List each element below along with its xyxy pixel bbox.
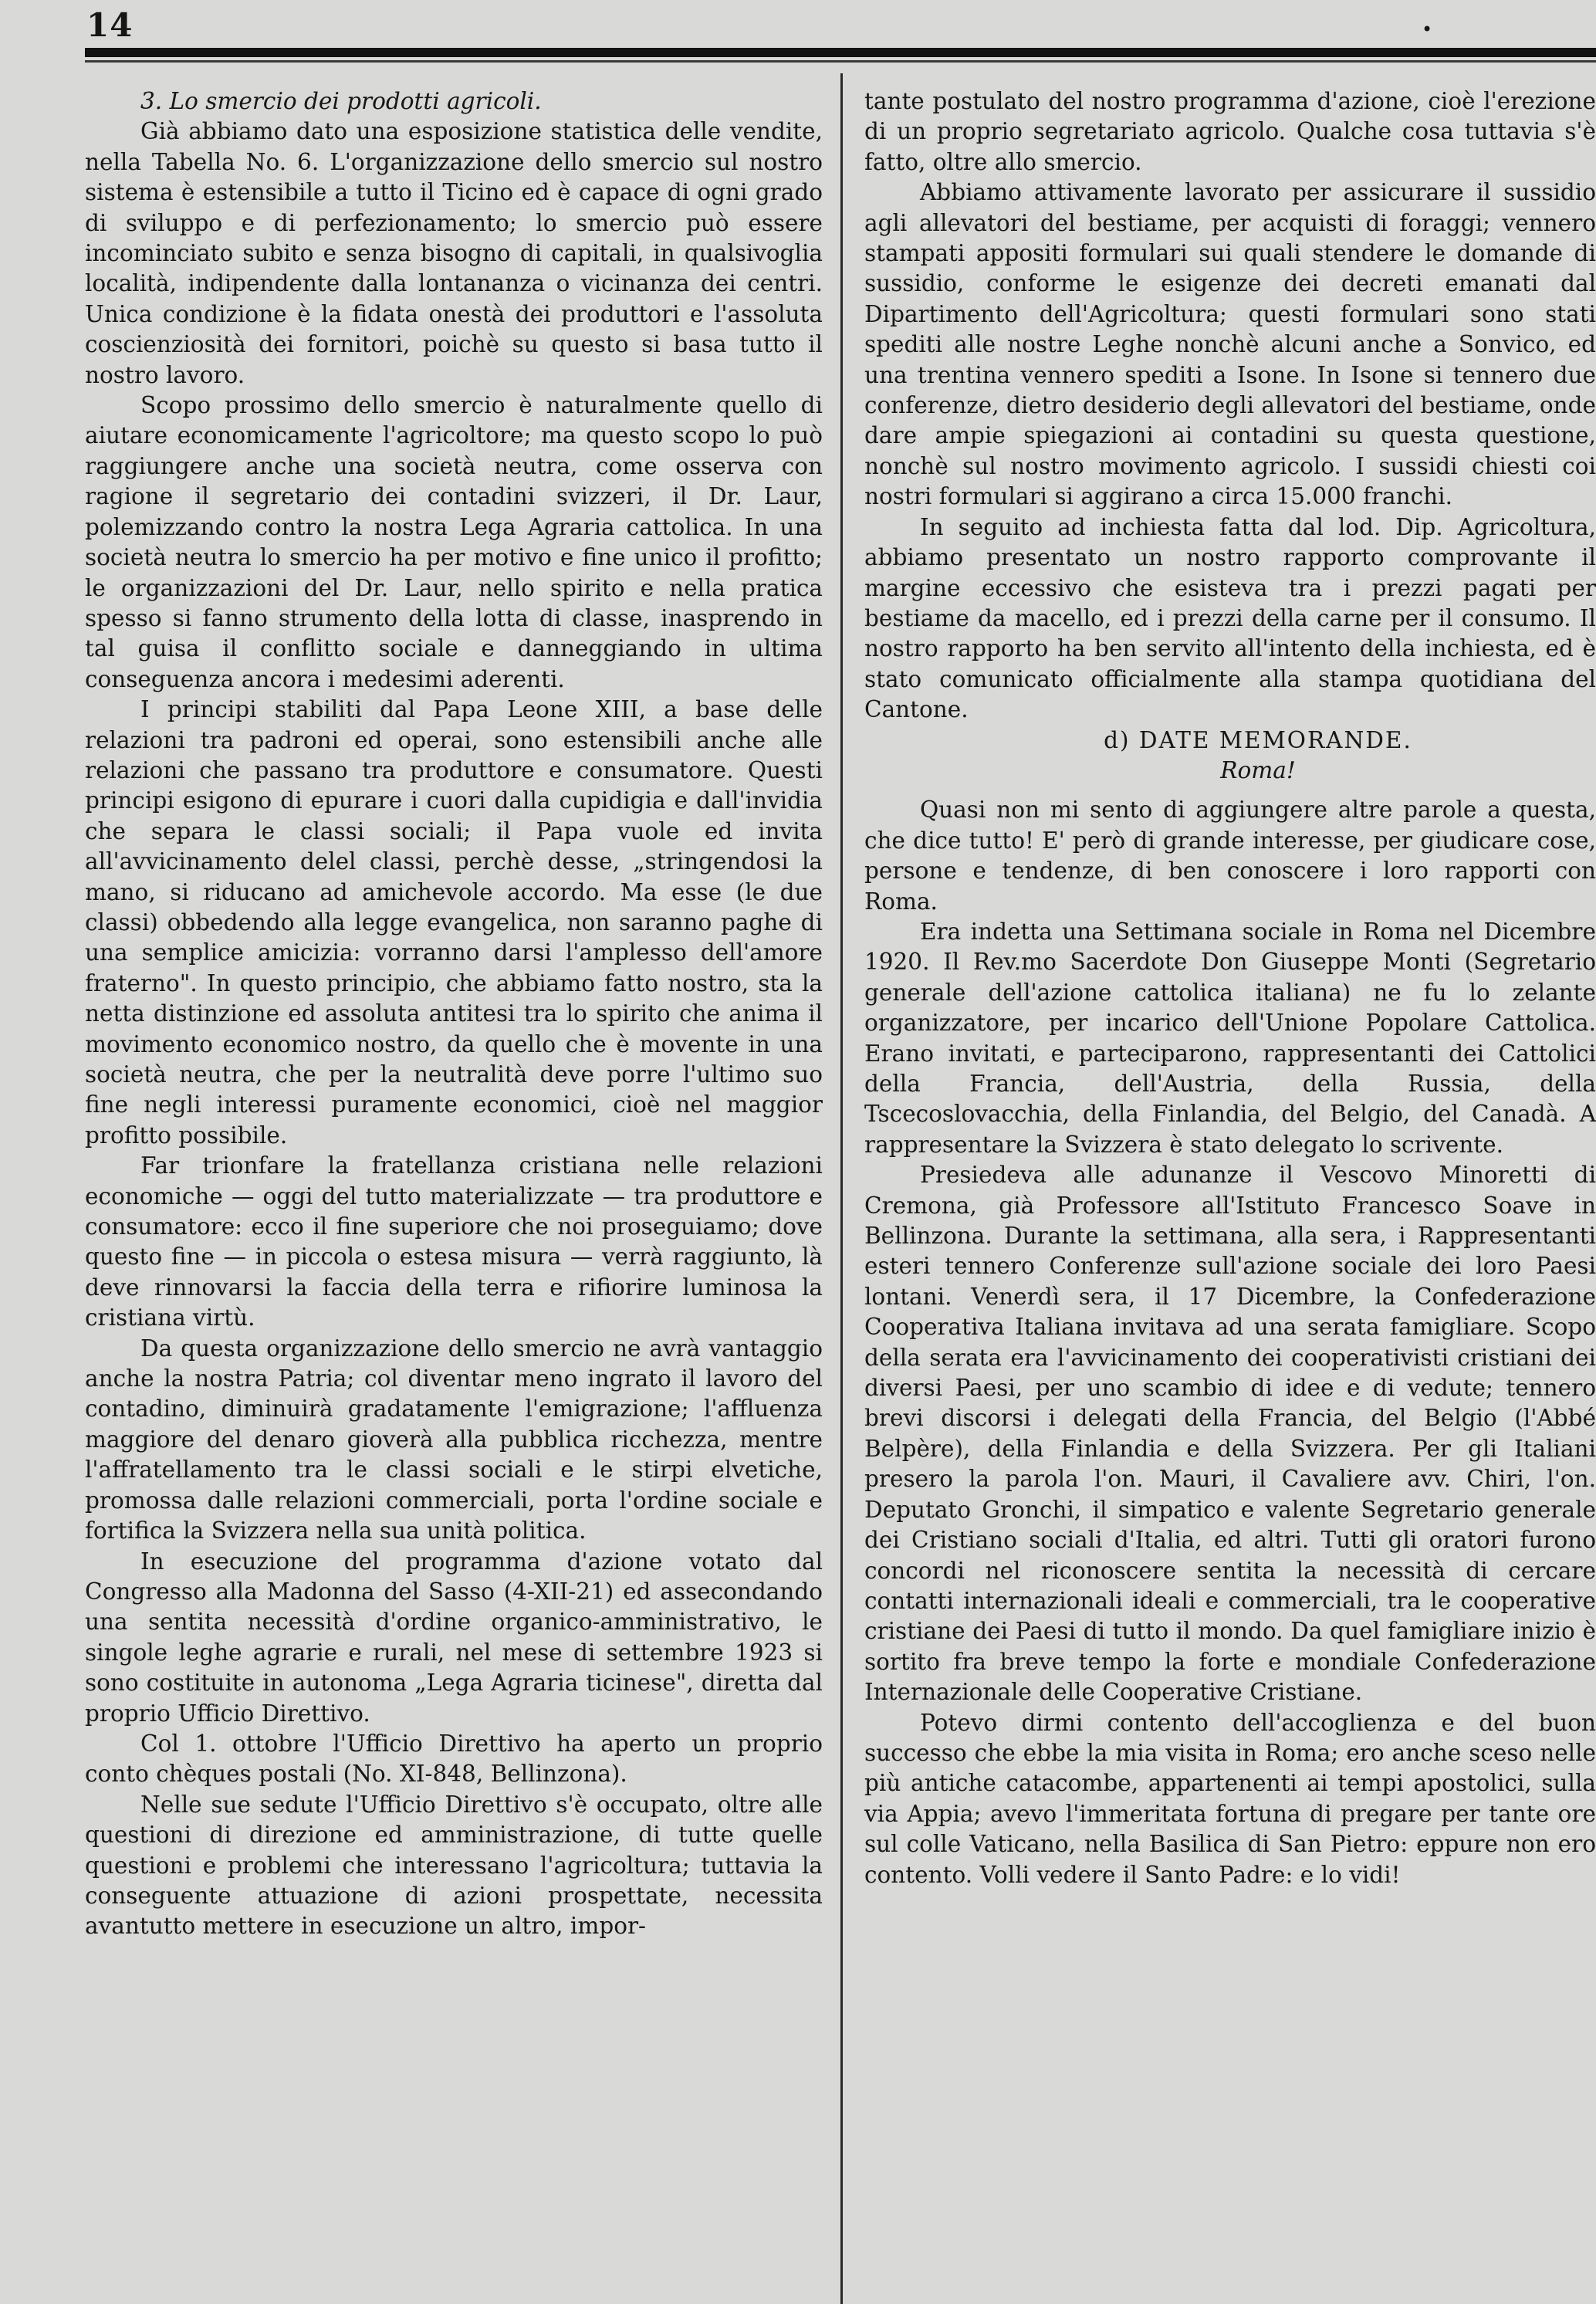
paragraph: In esecuzione del programma d'azione votato dal Congresso alla Madonna del Sasso (4-XII-21) ed assecondando una sentita necessità d'ordine organico-amministrativo, le singole leghe agrarie e rurali, nel mese di settembre 1923 si sono costituite in autonoma „Lega Agraria ticinese", diretta dal proprio Ufficio Direttivo. <box>85 1548 823 1727</box>
right-column <box>864 86 1596 1890</box>
paragraph: Quasi non mi sento di aggiungere altre parole a questa, che dice tutto! E' però di grande interesse, per giudicare cose, persone e tendenze, di ben conoscere i loro rapporti con Roma. <box>864 797 1596 915</box>
paragraph: Presiedeva alle adunanze il Vescovo Minoretti di Cremona, già Professore all'Istituto Francesco Soave in Bellinzona. Durante la settimana, alla sera, i Rappresentanti esteri tennero Conferenze sull'azione sociale dei loro Paesi lontani. Venerdì sera, il 17 Dicembre, la Confederazione Cooperativa Italiana invitava ad una serata famigliare. Scopo della serata era l'avvicinamento dei cooperativisti cristiani dei diversi Paesi, per uno scambio di idee e di vedute; tennero brevi discorsi i delegati della Francia, del Belgio (l'Abbé Belpère), della Finlandia e della Svizzera. Per gli Italiani presero la parola l'on. Mauri, il Cavaliere avv. Chiri, l'on. Deputato Gronchi, il simpatico e valente Segretario generale dei Cristiano sociali d'Italia, ed altri. Tutti gli oratori furono concordi nel riconoscere sentita la necessità di cercare contatti internazionali ideali e commerciali, tra le cooperative cristiane dei Paesi di tutto il mondo. Da quel famigliare inizio è sortito fra breve tempo la forte e mondiale Confederazione Internazionale delle Cooperative Cristiane. <box>864 1162 1596 1706</box>
paragraph: Già abbiamo dato una esposizione statistica delle vendite, nella Tabella No. 6. L'organizzazione dello smercio sul nostro sistema è estensibile a tutto il Ticino ed è capace di ogni grado di sviluppo e di perfezionamento; lo smercio può essere incominciato subito e senza bisogno di capitali, in qualsivoglia località, indipendente dalla lontananza o vicinanza dei centri. Unica condizione è la fidata onestà dei produttori e l'assoluta coscienziosità dei fornitori, poichè su questo si basa tutto il nostro lavoro. <box>85 118 823 388</box>
header-rule <box>85 48 1596 57</box>
paragraph: Era indetta una Settimana sociale in Roma nel Dicembre 1920. Il Rev.mo Sacerdote Don Giuseppe Monti (Segretario generale dell'azione cattolica italiana) ne fu lo zelante organizzatore, per incarico dell'Unione Popolare Cattolica. Erano invitati, e parteciparono, rappresentanti dei Cattolici della Francia, dell'Austria, della Russia, della Tscecoslovacchia, della Finlandia, del Belgio, del Canadà. A rappresentare la Svizzera è stato delegato lo scrivente. <box>864 918 1596 1158</box>
paragraph: tante postulato del nostro programma d'azione, cioè l'erezione di un proprio segretariato agricolo. Qualche cosa tuttavia s'è fatto, oltre allo smercio. <box>864 88 1596 175</box>
column-divider <box>840 73 843 2304</box>
paragraph: Da questa organizzazione dello smercio ne avrà vantaggio anche la nostra Patria; col diventar meno ingrato il lavoro del contadino, diminuirà gradatamente l'emigrazione; l'affluenza maggiore del denaro gioverà alla pubblica ricchezza, mentre l'affratellamento tra le classi sociali e le stirpi elvetiche, promossa dalle relazioni commerciali, porta l'ordine sociale e fortifica la Svizzera nella sua unità politica. <box>85 1335 823 1544</box>
section-heading: d) DATE MEMORANDE. <box>1104 726 1412 753</box>
corner-mark: • <box>1422 19 1433 40</box>
paragraph: Nelle sue sedute l'Ufficio Direttivo s'è occupato, oltre alle questioni di direzione ed amministrazione, di tutte quelle questioni e problemi che interessano l'agricoltura; tuttavia la conseguente attuazione di azioni prospettate, necessita avantutto mettere in esecuzione un altro, impor- <box>85 1791 823 1940</box>
paragraph: Col 1. ottobre l'Ufficio Direttivo ha aperto un proprio conto chèques postali (No. XI-848, Bellinzona). <box>85 1730 823 1788</box>
paragraph: Potevo dirmi contento dell'accoglienza e del buon successo che ebbe la mia visita in Roma; ero anche sceso nelle più antiche catacombe, appartenenti ai tempi apostolici, sulla via Appia; avevo l'immeritata fortuna di pregare per tante ore sul colle Vaticano, nella Basilica di San Pietro: eppure non ero contento. Volli vedere il Santo Padre: e lo vidi! <box>864 1709 1596 1888</box>
paragraph: Abbiamo attivamente lavorato per assicurare il sussidio agli allevatori del bestiame, per acquisti di foraggi; vennero stampati appositi formulari sui quali stendere le domande di sussidio, conforme le esigenze dei decreti emanati dal Dipartimento dell'Agricoltura; questi formulari sono stati spediti alle nostre Leghe nonchè alcuni anche a Sonvico, ed una trentina vennero spediti a Isone. In Isone si tennero due conferenze, dietro desiderio degli allevatori del bestiame, onde dare ampie spiegazioni ai contadini su questa questione, nonchè sul nostro movimento agricolo. I sussidi chiesti coi nostri formulari si aggirano a circa 15.000 franchi. <box>864 179 1596 510</box>
header-rule-thin <box>85 60 1596 63</box>
paragraph: Scopo prossimo dello smercio è naturalmente quello di aiutare economicamente l'agricoltore; ma questo scopo lo può raggiungere anche una società neutra, come osserva con ragione il segretario dei contadini svizzeri, il Dr. Laur, polemizzando contro la nostra Lega Agraria cattolica. In una società neutra lo smercio ha per motivo e fine unico il profitto; le organizzazioni del Dr. Laur, nello spirito e nella pratica spesso si fanno strumento della lotta di classe, inasprendo in tal guisa il conflitto sociale e danneggiando in ultima conseguenza ancora i medesimi aderenti. <box>85 392 823 692</box>
left-column <box>85 86 823 1942</box>
place-heading: Roma! <box>1220 756 1296 783</box>
paragraph: In seguito ad inchiesta fatta dal lod. Dip. Agricoltura, abbiamo presentato un nostro rapporto comprovante il margine eccessivo che esisteva tra i prezzi pagati per bestiame da macello, ed i prezzi della carne per il consumo. Il nostro rapporto ha ben servito all'intento della inchiesta, ed è stato comunicato officialmente alla stampa quotidiana del Cantone. <box>864 513 1596 723</box>
paragraph: Far trionfare la fratellanza cristiana nelle relazioni economiche — oggi del tutto materializzate — tra produttore e consumatore: ecco il fine superiore che noi proseguiamo; dove questo fine — in piccola o estesa misura — verrà raggiunto, là deve rinnovarsi la faccia della terra e rifiorire luminosa la cristiana virtù. <box>85 1152 823 1331</box>
spacer <box>864 786 1596 795</box>
page-number: 14 <box>86 6 134 44</box>
section-subheading: 3. Lo smercio dei prodotti agricoli. <box>140 88 542 114</box>
paragraph: I principi stabiliti dal Papa Leone XIII, a base delle relazioni tra padroni ed operai, sono estensibili anche alle relazioni che passano tra produttore e consumatore. Questi principi esigono di epurare i cuori dalla cupidigia e dall'invidia che separa le classi sociali; il Papa vuole ed invita all'avvicinamento delel classi, perchè desse, „stringendosi la mano, si riducano ad amichevole accordo. Ma esse (le due classi) obbedendo alla legge evangelica, non saranno paghe di una semplice amicizia: vorranno darsi l'amplesso dell'amore fraterno". In questo principio, che abbiamo fatto nostro, sta la netta distinzione ed assoluta antitesi tra lo spirito che anima il movimento economico nostro, da quello che è movente in una società neutra, che per la neutralità deve porre l'ultimo suo fine negli interessi puramente economici, cioè nel maggior profitto possibile. <box>85 696 823 1149</box>
